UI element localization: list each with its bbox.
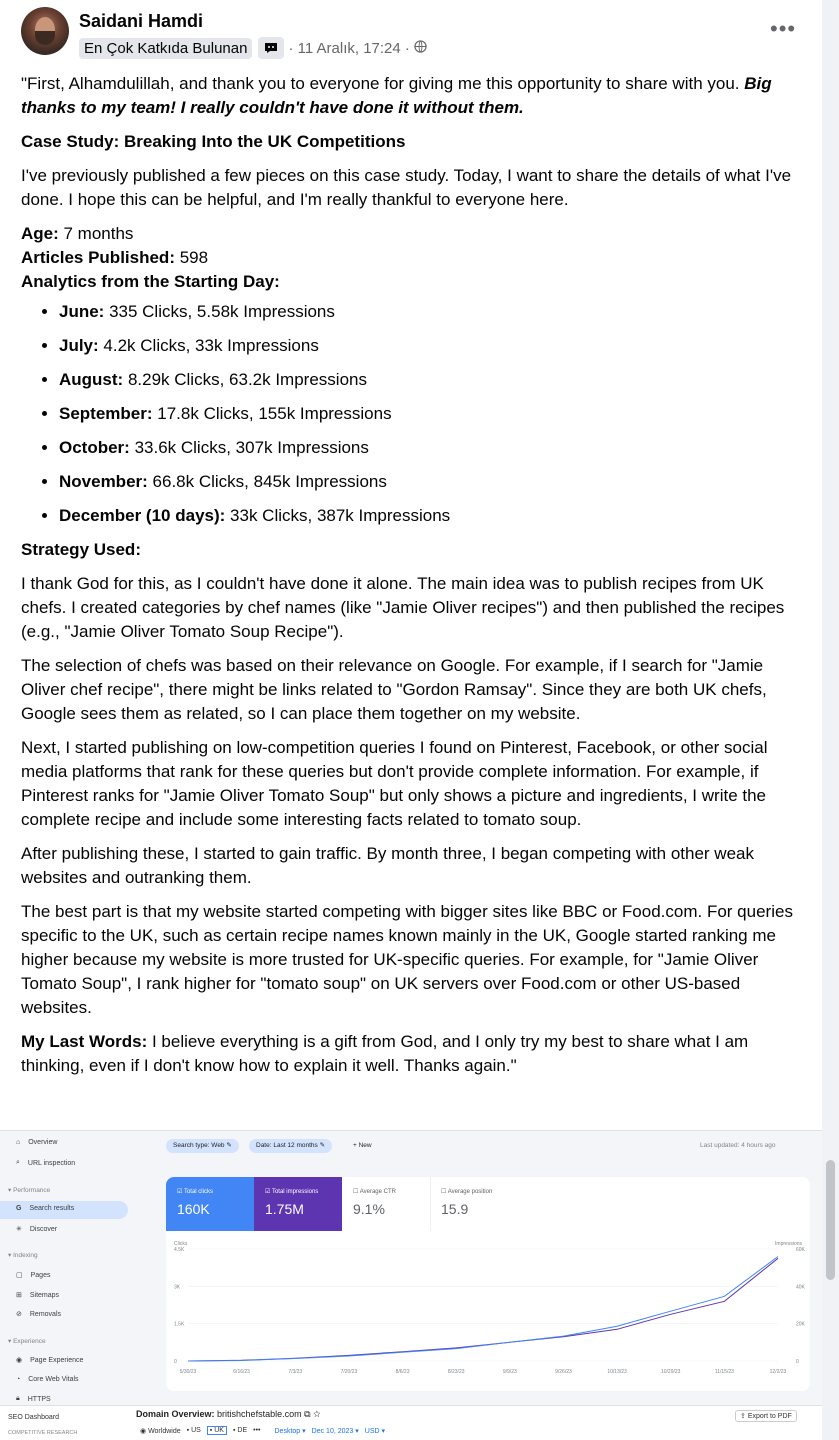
page-icon: ▢ <box>16 1272 23 1279</box>
x-tick-label: 9/26/23 <box>555 1369 572 1375</box>
home-icon: ⌂ <box>16 1139 21 1146</box>
worldwide-option[interactable]: ◉ Worldwide <box>140 1427 181 1435</box>
y-right-label: Impressions <box>775 1241 802 1247</box>
de-option[interactable]: ▪ DE <box>232 1427 248 1434</box>
list-item: • July: 4.2k Clicks, 33k Impressions <box>59 334 801 358</box>
nav-overview[interactable]: ⌂ Overview <box>16 1139 58 1146</box>
post-body <box>0 68 822 1078</box>
y-right-tick: 20K <box>796 1321 805 1328</box>
nav-https[interactable]: 🔒︎ HTTPS <box>16 1395 51 1403</box>
section-indexing: ▾ Indexing <box>8 1252 38 1259</box>
intro: "First, Alhamdulillah, and thank you to everyone for giving me this opportunity to share with you. Big thanks to my team! I really couldn't have done it without them. <box>21 74 772 117</box>
lock-icon: 🔒︎ <box>16 1395 20 1402</box>
y-right-tick: 40K <box>796 1284 805 1291</box>
clicks-metric[interactable]: ☑ Total clicks 160K <box>166 1177 254 1231</box>
author-name[interactable]: Saidani Hamdi <box>79 11 204 31</box>
nav-url-inspection[interactable]: ⌕ URL inspection <box>16 1159 76 1167</box>
list-item: • August: 8.29k Clicks, 63.2k Impressions <box>59 368 801 392</box>
nav-sitemaps[interactable]: ⊞ Sitemaps <box>16 1291 60 1299</box>
last-updated: Last updated: 4 hours ago <box>700 1142 776 1149</box>
x-tick-label: 5/30/23 <box>179 1369 197 1375</box>
y-left-tick: 1.5K <box>174 1321 185 1328</box>
x-tick-label: 8/23/23 <box>447 1369 465 1375</box>
x-tick-label: 6/16/23 <box>233 1369 250 1375</box>
impressions-metric[interactable]: ☑ Total impressions 1.75M <box>254 1177 342 1231</box>
globe-icon <box>414 40 427 57</box>
list-item: • October: 33.6k Clicks, 307k Impressions <box>59 436 801 460</box>
gauge-icon: ◔ <box>16 1376 21 1383</box>
y-left-tick: 4.5K <box>174 1247 185 1253</box>
paragraph: I thank God for this, as I couldn't have done it alone. The main idea was to publish recipes from UK chefs. I created categories by chef names (like "Jamie Oliver recipes") and then published the recipes (e.g., "Jamie Oliver Tomato Soup Recipe"). <box>21 574 785 641</box>
performance-panel <box>166 1177 810 1391</box>
search-icon: ⌕ <box>16 1159 20 1166</box>
page-scrollbar[interactable] <box>822 0 839 1440</box>
nav-search-results[interactable]: G Search results <box>16 1205 75 1212</box>
list-item: • December (10 days): 33k Clicks, 387k Impressions <box>59 504 801 528</box>
nav-discover[interactable]: ✳ Discover <box>16 1225 58 1233</box>
list-item: • September: 17.8k Clicks, 155k Impressions <box>59 402 801 426</box>
experience-icon: ◉ <box>16 1357 23 1364</box>
us-option[interactable]: ▪ US <box>186 1427 201 1434</box>
clicks-series-line <box>188 1257 778 1362</box>
date-filter[interactable]: Date: Last 12 months ✎ <box>249 1139 332 1153</box>
x-tick-label: 10/13/23 <box>607 1369 627 1375</box>
y-right-tick: 0 <box>796 1359 799 1365</box>
strategy-title: Strategy Used: <box>21 540 141 559</box>
uk-option[interactable]: ▪ UK <box>207 1426 227 1435</box>
position-metric[interactable]: ☐ Average position 15.9 <box>441 1189 493 1217</box>
monthly-stats-list <box>21 300 801 528</box>
x-tick-label: 7/20/23 <box>340 1369 358 1375</box>
domain-overview-title: Domain Overview: britishchefstable.com ⧉ ☆ <box>136 1409 321 1419</box>
nav-removals[interactable]: ⊘ Removals <box>16 1310 61 1318</box>
contributor-icon <box>258 37 284 59</box>
nav-page-experience[interactable]: ◉ Page Experience <box>16 1356 84 1364</box>
x-tick-label: 12/2/23 <box>769 1369 787 1375</box>
y-left-tick: 3K <box>174 1284 181 1291</box>
y-left-label: Clicks <box>174 1241 188 1247</box>
y-right-tick: 60K <box>796 1247 805 1253</box>
more-databases-icon[interactable]: ••• <box>253 1427 261 1434</box>
section-experience: ▾ Experience <box>8 1338 46 1345</box>
last-words: My Last Words: I believe everything is a gift from God, and I only try my best to share what I am thinking, even if I don't know how to explain it well. Thanks again." <box>21 1032 749 1075</box>
seo-dashboard-link[interactable]: SEO Dashboard <box>8 1414 59 1421</box>
external-link-icon[interactable]: ⧉ <box>304 1409 311 1419</box>
date-selector[interactable]: Dec 10, 2023 ▾ <box>311 1427 359 1435</box>
nav-core-web-vitals[interactable]: ◔ Core Web Vitals <box>16 1376 79 1383</box>
top-contributor-badge[interactable]: En Çok Katkıda Bulunan <box>79 38 252 59</box>
star-icon[interactable]: ☆ <box>313 1409 321 1419</box>
x-tick-label: 8/6/23 <box>395 1369 410 1375</box>
paragraph: After publishing these, I started to gain traffic. By month three, I began competing with other weak websites and outranking them. <box>21 844 754 887</box>
removal-icon: ⊘ <box>16 1311 22 1318</box>
competitive-research-label: COMPETITIVE RESEARCH <box>8 1430 78 1436</box>
sitemap-icon: ⊞ <box>16 1292 22 1299</box>
device-selector[interactable]: Desktop ▾ <box>274 1427 306 1435</box>
search-console-screenshot[interactable] <box>0 1130 822 1411</box>
nav-pages[interactable]: ▢ Pages <box>16 1271 51 1279</box>
paragraph: Next, I started publishing on low-competition queries I found on Pinterest, Facebook, or other social media platforms that rank for these queries but don't provide complete information. For example, if Pinterest ranks for "Jamie Oliver Tomato Soup" but only shows a picture and ingredients, I write the complete recipe and include some interesting facts related to tomato soup. <box>21 738 768 829</box>
performance-chart <box>166 1237 810 1387</box>
scrollbar-thumb[interactable] <box>826 1160 835 1280</box>
x-tick-label: 7/3/23 <box>288 1369 303 1375</box>
paragraph: The best part is that my website started competing with bigger sites like BBC or Food.com. For queries specific to the UK, such as certain recipe names known mainly in the UK, Google started ranking me higher because my website is more trusted for UK-specific queries. For example, for "Jamie Oliver Tomato Soup", I rank higher for "tomato soup" on UK servers over Food.com or other US-based websites. <box>21 902 793 1017</box>
paragraph: The selection of chefs was based on their relevance on Google. For example, if I search for "Jamie Oliver chef recipe", there might be links related to "Gordon Ramsay". Since they are both UK chefs, Google sees them as related, so I can place them together on my website. <box>21 656 767 723</box>
x-tick-label: 11/15/23 <box>714 1369 734 1375</box>
section-performance: ▾ Performance <box>8 1187 51 1194</box>
x-tick-label: 9/9/23 <box>502 1369 517 1375</box>
new-filter-button[interactable]: + New <box>353 1142 372 1149</box>
x-tick-label: 10/29/23 <box>660 1369 681 1375</box>
export-pdf-button[interactable]: ⇪ Export to PDF <box>735 1410 797 1422</box>
post-header <box>0 0 822 68</box>
list-item: • June: 335 Clicks, 5.58k Impressions <box>59 300 801 324</box>
asterisk-icon: ✳ <box>16 1226 22 1233</box>
ctr-metric[interactable]: ☐ Average CTR 9.1% <box>342 1177 431 1231</box>
more-options-icon[interactable]: ••• <box>770 16 797 41</box>
gsc-sidebar <box>0 1131 140 1411</box>
post-meta <box>79 37 427 59</box>
semrush-overview-bar <box>0 1405 822 1440</box>
avatar[interactable] <box>21 7 69 55</box>
currency-selector[interactable]: USD ▾ <box>364 1427 386 1435</box>
google-icon: G <box>16 1205 22 1212</box>
stats-block: Age: 7 months Articles Published: 598 Analytics from the Starting Day: <box>21 224 280 291</box>
search-type-filter[interactable]: Search type: Web ✎ <box>166 1139 239 1153</box>
case-text: I've previously published a few pieces on this case study. Today, I want to share the details of what I've done. I hope this can be helpful, and I'm really thankful to everyone here. <box>21 166 792 209</box>
list-item: • November: 66.8k Clicks, 845k Impressions <box>59 470 801 494</box>
database-selector <box>140 1426 385 1435</box>
timestamp[interactable]: · 11 Aralık, 17:24 · <box>288 39 410 57</box>
y-left-tick: 0 <box>174 1359 177 1365</box>
case-title: Case Study: Breaking Into the UK Competitions <box>21 132 406 151</box>
